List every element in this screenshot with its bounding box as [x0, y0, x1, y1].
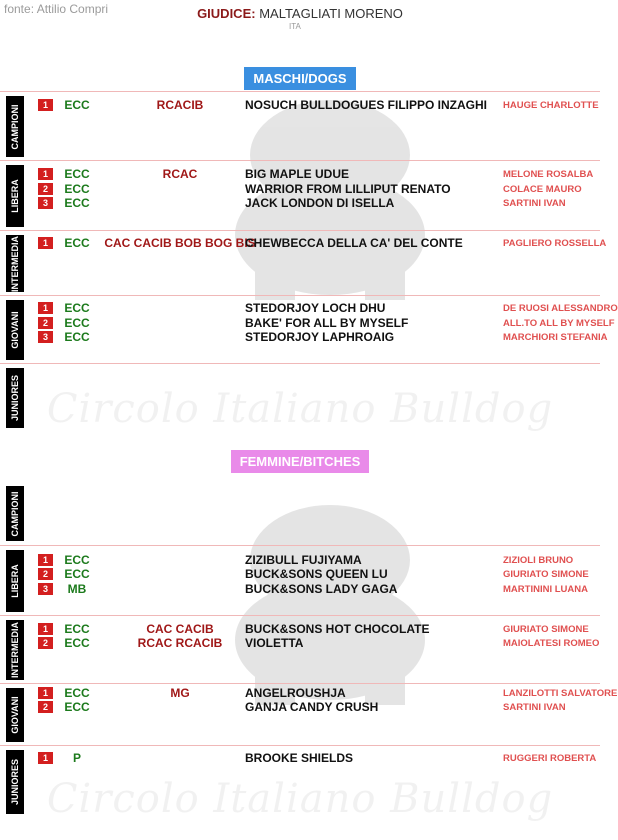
entry-row — [0, 196, 600, 211]
qualification: ECC — [64, 98, 90, 112]
owner-name: ZIZIOLI BRUNO — [503, 555, 574, 566]
award: CAC CACIB BOB BOG BIS — [104, 236, 256, 250]
dog-name: CHEWBECCA DELLA CA' DEL CONTE — [245, 236, 463, 250]
dog-name: NOSUCH BULLDOGUES FILIPPO INZAGHI — [245, 98, 488, 112]
class-tab: INTERMEDIA — [6, 235, 24, 292]
qualification: P — [72, 751, 81, 765]
dog-name: BROOKE SHIELDS — [245, 751, 354, 765]
entry-row — [0, 553, 600, 568]
class-tab: GIOVANI — [6, 688, 24, 742]
entry-row — [0, 182, 600, 197]
place-badge: 2 — [38, 568, 53, 580]
entry-row — [0, 636, 600, 651]
owner-name: COLACE MAURO — [503, 184, 582, 195]
qualification: ECC — [64, 636, 90, 650]
entry-row — [0, 567, 600, 582]
qualification: ECC — [64, 196, 90, 210]
dog-name: WARRIOR FROM LILLIPUT RENATO — [245, 182, 451, 196]
dog-name: BUCK&SONS LADY GAGA — [245, 582, 398, 596]
owner-name: GIURIATO SIMONE — [503, 569, 589, 580]
dog-name: BUCK&SONS QUEEN LU — [245, 567, 388, 581]
males-header — [0, 67, 600, 90]
entry-row — [0, 330, 608, 345]
owner-name: MARTININI LUANA — [503, 584, 588, 595]
females-header-label: FEMMINE/BITCHES — [231, 450, 370, 473]
place-badge: 2 — [38, 637, 53, 649]
qualification: ECC — [64, 236, 90, 250]
owner-name: LANZILOTTI SALVATORE — [503, 688, 618, 699]
place-badge: 1 — [38, 99, 53, 111]
qualification: ECC — [64, 686, 90, 700]
place-badge: 1 — [38, 302, 53, 314]
entry-row — [0, 98, 600, 113]
award: RCACIB — [156, 98, 204, 112]
owner-name: SARTINI IVAN — [503, 198, 566, 209]
section-males-juniores — [0, 363, 600, 432]
judge-label: GIUDICE: — [197, 6, 256, 21]
dog-name: STEDORJOY LAPHROAIG — [245, 330, 395, 344]
qualification: ECC — [64, 553, 90, 567]
owner-name: GIURIATO SIMONE — [503, 624, 589, 635]
section-females-juniores — [0, 745, 600, 818]
class-tab: INTERMEDIA — [6, 620, 24, 680]
award: MG — [170, 686, 190, 700]
owner-name: MARCHIORI STEFANIA — [503, 332, 608, 343]
place-badge: 3 — [38, 331, 53, 343]
females-header — [0, 450, 600, 473]
qualification: ECC — [64, 182, 90, 196]
section-females-intermedia — [0, 615, 600, 684]
award: CAC CACIB — [146, 622, 214, 636]
judge-name: MALTAGLIATI MORENO — [259, 6, 403, 21]
owner-name: RUGGERI ROBERTA — [503, 753, 597, 764]
section-females-campioni — [0, 482, 600, 545]
place-badge: 1 — [38, 554, 53, 566]
owner-name: MELONE ROSALBA — [503, 169, 594, 180]
class-tab: CAMPIONI — [6, 486, 24, 541]
judge-country: ITA — [289, 22, 301, 31]
place-badge: 2 — [38, 183, 53, 195]
owner-name: DE RUOSI ALESSANDRO — [503, 303, 618, 314]
dog-name: JACK LONDON DI ISELLA — [245, 196, 395, 210]
section-females-giovani — [0, 683, 618, 746]
award: RCAC RCACIB — [137, 636, 223, 650]
entry-row — [0, 167, 600, 182]
males-header-label: MASCHI/DOGS — [244, 67, 355, 90]
owner-name: SARTINI IVAN — [503, 702, 566, 713]
qualification: MB — [67, 582, 87, 596]
class-tab: LIBERA — [6, 165, 24, 227]
place-badge: 3 — [38, 583, 53, 595]
entry-row — [0, 301, 618, 316]
class-tab: CAMPIONI — [6, 96, 24, 157]
club-watermark: Circolo Italiano Bulldog — [46, 386, 554, 432]
club-watermark-2: Circolo Italiano Bulldog — [46, 776, 554, 822]
entry-row — [0, 582, 600, 597]
place-badge: 1 — [38, 237, 53, 249]
entry-row — [0, 751, 600, 766]
entry-row — [0, 700, 600, 715]
place-badge: 1 — [38, 687, 53, 699]
qualification: ECC — [64, 167, 90, 181]
qualification: ECC — [64, 301, 90, 315]
dog-name: BAKE' FOR ALL BY MYSELF — [245, 316, 409, 330]
entry-row — [0, 622, 600, 637]
place-badge: 1 — [38, 168, 53, 180]
owner-name: MAIOLATESI ROMEO — [503, 638, 600, 649]
owner-name: HAUGE CHARLOTTE — [503, 100, 599, 111]
owner-name: ALL.TO ALL BY MYSELF — [503, 318, 615, 329]
award: RCAC — [162, 167, 198, 181]
place-badge: 1 — [38, 752, 53, 764]
place-badge: 2 — [38, 701, 53, 713]
qualification: ECC — [64, 567, 90, 581]
dog-name: VIOLETTA — [245, 636, 304, 650]
place-badge: 1 — [38, 623, 53, 635]
section-males-intermedia — [0, 230, 607, 296]
place-badge: 2 — [38, 317, 53, 329]
qualification: ECC — [64, 700, 90, 714]
class-tab: GIOVANI — [6, 300, 24, 360]
judge-line — [0, 6, 600, 21]
qualification: ECC — [64, 622, 90, 636]
place-badge: 3 — [38, 197, 53, 209]
class-tab: LIBERA — [6, 550, 24, 612]
qualification: ECC — [64, 330, 90, 344]
dog-name: ZIZIBULL FUJIYAMA — [245, 553, 362, 567]
dog-name: STEDORJOY LOCH DHU — [245, 301, 386, 315]
dog-name: BUCK&SONS HOT CHOCOLATE — [245, 622, 430, 636]
section-males-giovani — [0, 295, 618, 364]
dog-name: BIG MAPLE UDUE — [245, 167, 350, 181]
entry-row — [0, 686, 618, 701]
section-females-libera — [0, 545, 600, 616]
class-tab: JUNIORES — [6, 750, 24, 814]
section-males-libera — [0, 160, 600, 231]
section-males-campioni — [0, 91, 600, 161]
source-credit: fonte: Attilio Compri — [4, 2, 109, 16]
owner-name: PAGLIERO ROSSELLA — [503, 238, 607, 249]
dog-name: ANGELROUSHJA — [245, 686, 346, 700]
entry-row — [0, 316, 615, 331]
qualification: ECC — [64, 316, 90, 330]
class-tab: JUNIORES — [6, 368, 24, 428]
dog-name: GANJA CANDY CRUSH — [245, 700, 379, 714]
entry-row — [0, 236, 607, 251]
